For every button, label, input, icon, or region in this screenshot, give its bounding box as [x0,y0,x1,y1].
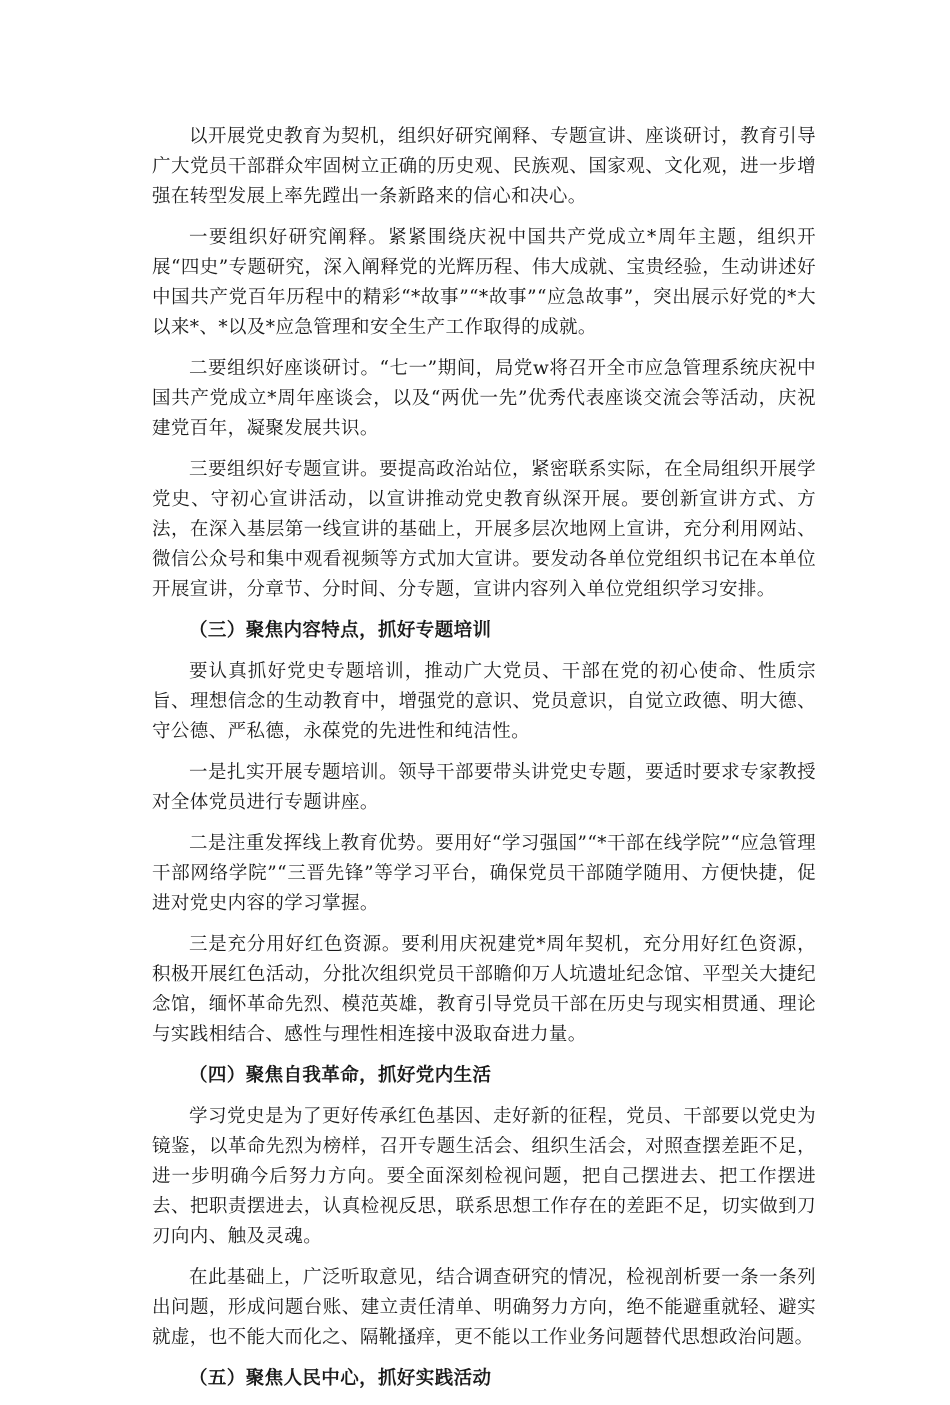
paragraph-lecture: 三要组织好专题宣讲。要提高政治站位，紧密联系实际，在全局组织开展学党史、守初心宣讲活动，以宣讲推动党史教育纵深开展。要创新宣讲方式、方法，在深入基层第一线宣讲的基础上，开展多层次地网上宣讲，充分利用网站、微信公众号和集中观看视频等方式加大宣讲。要发动各单位党组织书记在本单位开展宣讲，分章节、分时间、分专题，宣讲内容列入单位党组织学习安排。 [152,459,816,600]
paragraph-party-life: 学习党史是为了更好传承红色基因、走好新的征程，党员、干部要以党史为镜鉴，以革命先烈为榜样，召开专题生活会、组织生活会，对照查摆差距不足，进一步明确今后努力方向。要全面深刻检视问题，把自己摆进去、把工作摆进去、把职责摆进去，认真检视反思，联系思想工作存在的差距不足，切实做到刀刃向内、触及灵魂。 [152,1106,816,1247]
paragraph-party-life-2: 在此基础上，广泛听取意见，结合调查研究的情况，检视剖析要一条一条列出问题，形成问题台账、建立责任清单、明确努力方向，绝不能避重就轻、避实就虚，也不能大而化之、隔靴搔痒，更不能以工作业务问题替代思想政治问题。 [152,1267,816,1348]
paragraph-symposium: 二要组织好座谈研讨。“七一”期间，局党w将召开全市应急管理系统庆祝中国共产党成立*周年座谈会，以及“两优一先”优秀代表座谈交流会等活动，庆祝建党百年，凝聚发展共识。 [152,358,816,439]
section-heading-5: （五）聚焦人民中心，抓好实践活动 [189,1368,492,1389]
paragraph-training-intro: 要认真抓好党史专题培训，推动广大党员、干部在党的初心使命、性质宗旨、理想信念的生动教育中，增强党的意识、党员意识，自觉立政德、明大德、守公德、严私德，永葆党的先进性和纯洁性。 [152,661,816,742]
paragraph-training-1: 一是扎实开展专题培训。领导干部要带头讲党史专题，要适时要求专家教授对全体党员进行专题讲座。 [152,762,816,813]
paragraph-training-3: 三是充分用好红色资源。要利用庆祝建党*周年契机，充分用好红色资源，积极开展红色活动，分批次组织党员干部瞻仰万人坑遗址纪念馆、平型关大捷纪念馆，缅怀革命先烈、模范英雄，教育引导党员干部在历史与现实相贯通、理论与实践相结合、感性与理性相连接中汲取奋进力量。 [152,934,816,1045]
paragraph-research: 一要组织好研究阐释。紧紧围绕庆祝中国共产党成立*周年主题，组织开展“四史”专题研究，深入阐释党的光辉历程、伟大成就、宝贵经验，生动讲述好中国共产党百年历程中的精彩“*故事”“*故事”“应急故事”，突出展示好党的*大以来*、*以及*应急管理和安全生产工作取得的成就。 [152,227,816,338]
section-heading-3: （三）聚焦内容特点，抓好专题培训 [189,620,492,641]
document-body [152,122,816,1405]
paragraph-training-2: 二是注重发挥线上教育优势。要用好“学习强国”“*干部在线学院”“应急管理干部网络学院”“三晋先锋”等学习平台，确保党员干部随学随用、方便快捷，促进对党史内容的学习掌握。 [152,833,816,914]
section-heading-4: （四）聚焦自我革命，抓好党内生活 [189,1065,492,1086]
paragraph-intro: 以开展党史教育为契机，组织好研究阐释、专题宣讲、座谈研讨，教育引导广大党员干部群众牢固树立正确的历史观、民族观、国家观、文化观，进一步增强在转型发展上率先蹚出一条新路来的信心和决心。 [152,126,816,207]
